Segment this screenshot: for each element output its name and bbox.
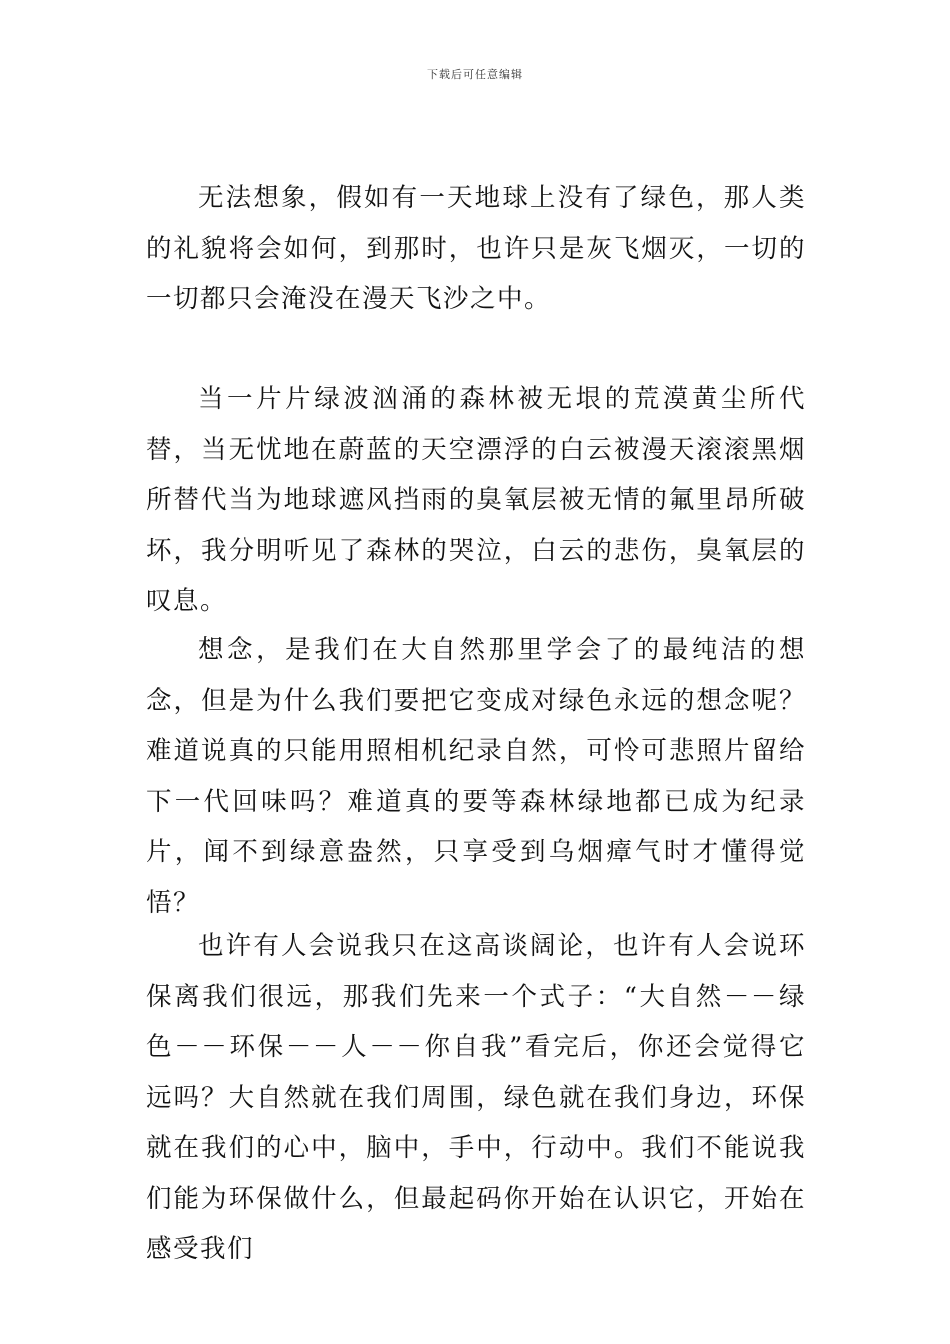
paragraph-2: 当一片片绿波汹涌的森林被无垠的荒漠黄尘所代替，当无忧地在蔚蓝的天空漂浮的白云被漫天滚滚黑烟所替代当为地球遮风挡雨的臭氧层被无情的氟里昂所破坏，我分明听见了森林的哭泣，白云的悲伤，臭氧层的叹息。 [146,384,806,616]
paragraph-1: 无法想象，假如有一天地球上没有了绿色，那人类的礼貌将会如何，到那时，也许只是灰飞烟灭，一切的一切都只会淹没在漫天飞沙之中。 [146,183,806,314]
paragraph-4: 也许有人会说我只在这高谈阔论，也许有人会说环保离我们很远，那我们先来一个式子：“大自然－－绿色－－环保－－人－－你自我”看完后，你还会觉得它远吗？大自然就在我们周围，绿色就在我们身边，环保就在我们的心中，脑中，手中，行动中。我们不能说我们能为环保做什么，但最起码你开始在认识它，开始在感受我们 [146,931,806,1264]
paragraph-3: 想念，是我们在大自然那里学会了的最纯洁的想念，但是为什么我们要把它变成对绿色永远的想念呢？难道说真的只能用照相机纪录自然，可怜可悲照片留给下一代回味吗？难道真的要等森林绿地都已成为纪录片，闻不到绿意盎然，只享受到乌烟瘴气时才懂得觉悟？ [146,635,806,918]
page-header-note: 下载后可任意编辑 [427,68,523,81]
